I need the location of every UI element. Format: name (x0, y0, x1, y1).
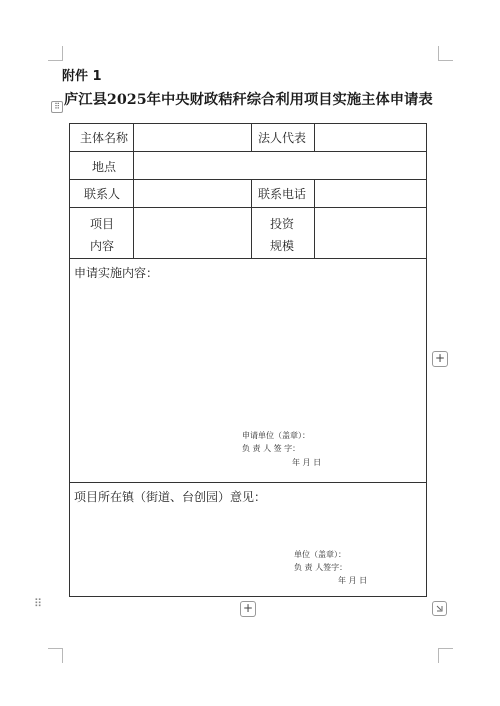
project-label-line1: 项目 (90, 217, 115, 231)
column-divider (251, 179, 252, 258)
town-opinion-label: 项目所在镇（街道、台创园）意见： (74, 490, 267, 504)
column-divider (251, 124, 252, 151)
application-content-field[interactable] (71, 284, 425, 424)
project-content-field[interactable] (134, 208, 250, 257)
legal-rep-field[interactable] (315, 125, 425, 150)
application-content-label: 申请实施内容： (74, 266, 159, 280)
application-form-table (69, 123, 427, 597)
responsible-signature-label: 负 责 人 签 字： (242, 444, 301, 453)
entity-name-field[interactable] (134, 125, 250, 150)
drag-handle-icon[interactable]: ⠿ (34, 597, 42, 610)
page-corner-mark (438, 648, 453, 663)
contact-person-field[interactable] (134, 180, 250, 206)
investment-label-line2: 规模 (270, 239, 295, 253)
responsible-signature-label-2: 负 责 人签字： (294, 563, 348, 572)
location-field[interactable] (134, 152, 425, 178)
plus-icon: + (242, 601, 254, 615)
contact-phone-label: 联系电话 (258, 187, 307, 201)
date-label-2: 年 月 日 (338, 576, 368, 585)
investment-label-line1: 投资 (270, 217, 295, 231)
attachment-label: 附件 1 (62, 69, 102, 84)
investment-scale-field[interactable] (315, 208, 425, 257)
add-row-button[interactable] (240, 601, 256, 617)
add-column-button[interactable] (432, 351, 448, 367)
resize-icon (433, 602, 446, 615)
entity-name-label: 主体名称 (80, 131, 129, 145)
unit-seal-label: 单位（盖章）： (294, 550, 346, 559)
document-title: 庐江县2025年中央财政秸秆综合利用项目实施主体申请表 (64, 92, 433, 108)
applicant-unit-seal-label: 申请单位（盖章）： (242, 431, 310, 440)
plus-icon: + (434, 351, 446, 365)
town-opinion-field[interactable] (71, 508, 425, 548)
date-label: 年 月 日 (292, 458, 322, 467)
page-corner-mark (48, 648, 63, 663)
contact-person-label: 联系人 (84, 187, 121, 201)
contact-phone-field[interactable] (315, 180, 425, 206)
row-divider (70, 482, 426, 483)
legal-rep-label: 法人代表 (258, 131, 307, 145)
table-resize-button[interactable] (432, 601, 447, 616)
row-divider (70, 258, 426, 259)
table-move-handle-icon[interactable]: ⠿ (51, 101, 63, 113)
page-corner-mark (48, 46, 63, 61)
location-label: 地点 (92, 160, 117, 174)
project-label-line2: 内容 (90, 239, 115, 253)
page-corner-mark (438, 46, 453, 61)
